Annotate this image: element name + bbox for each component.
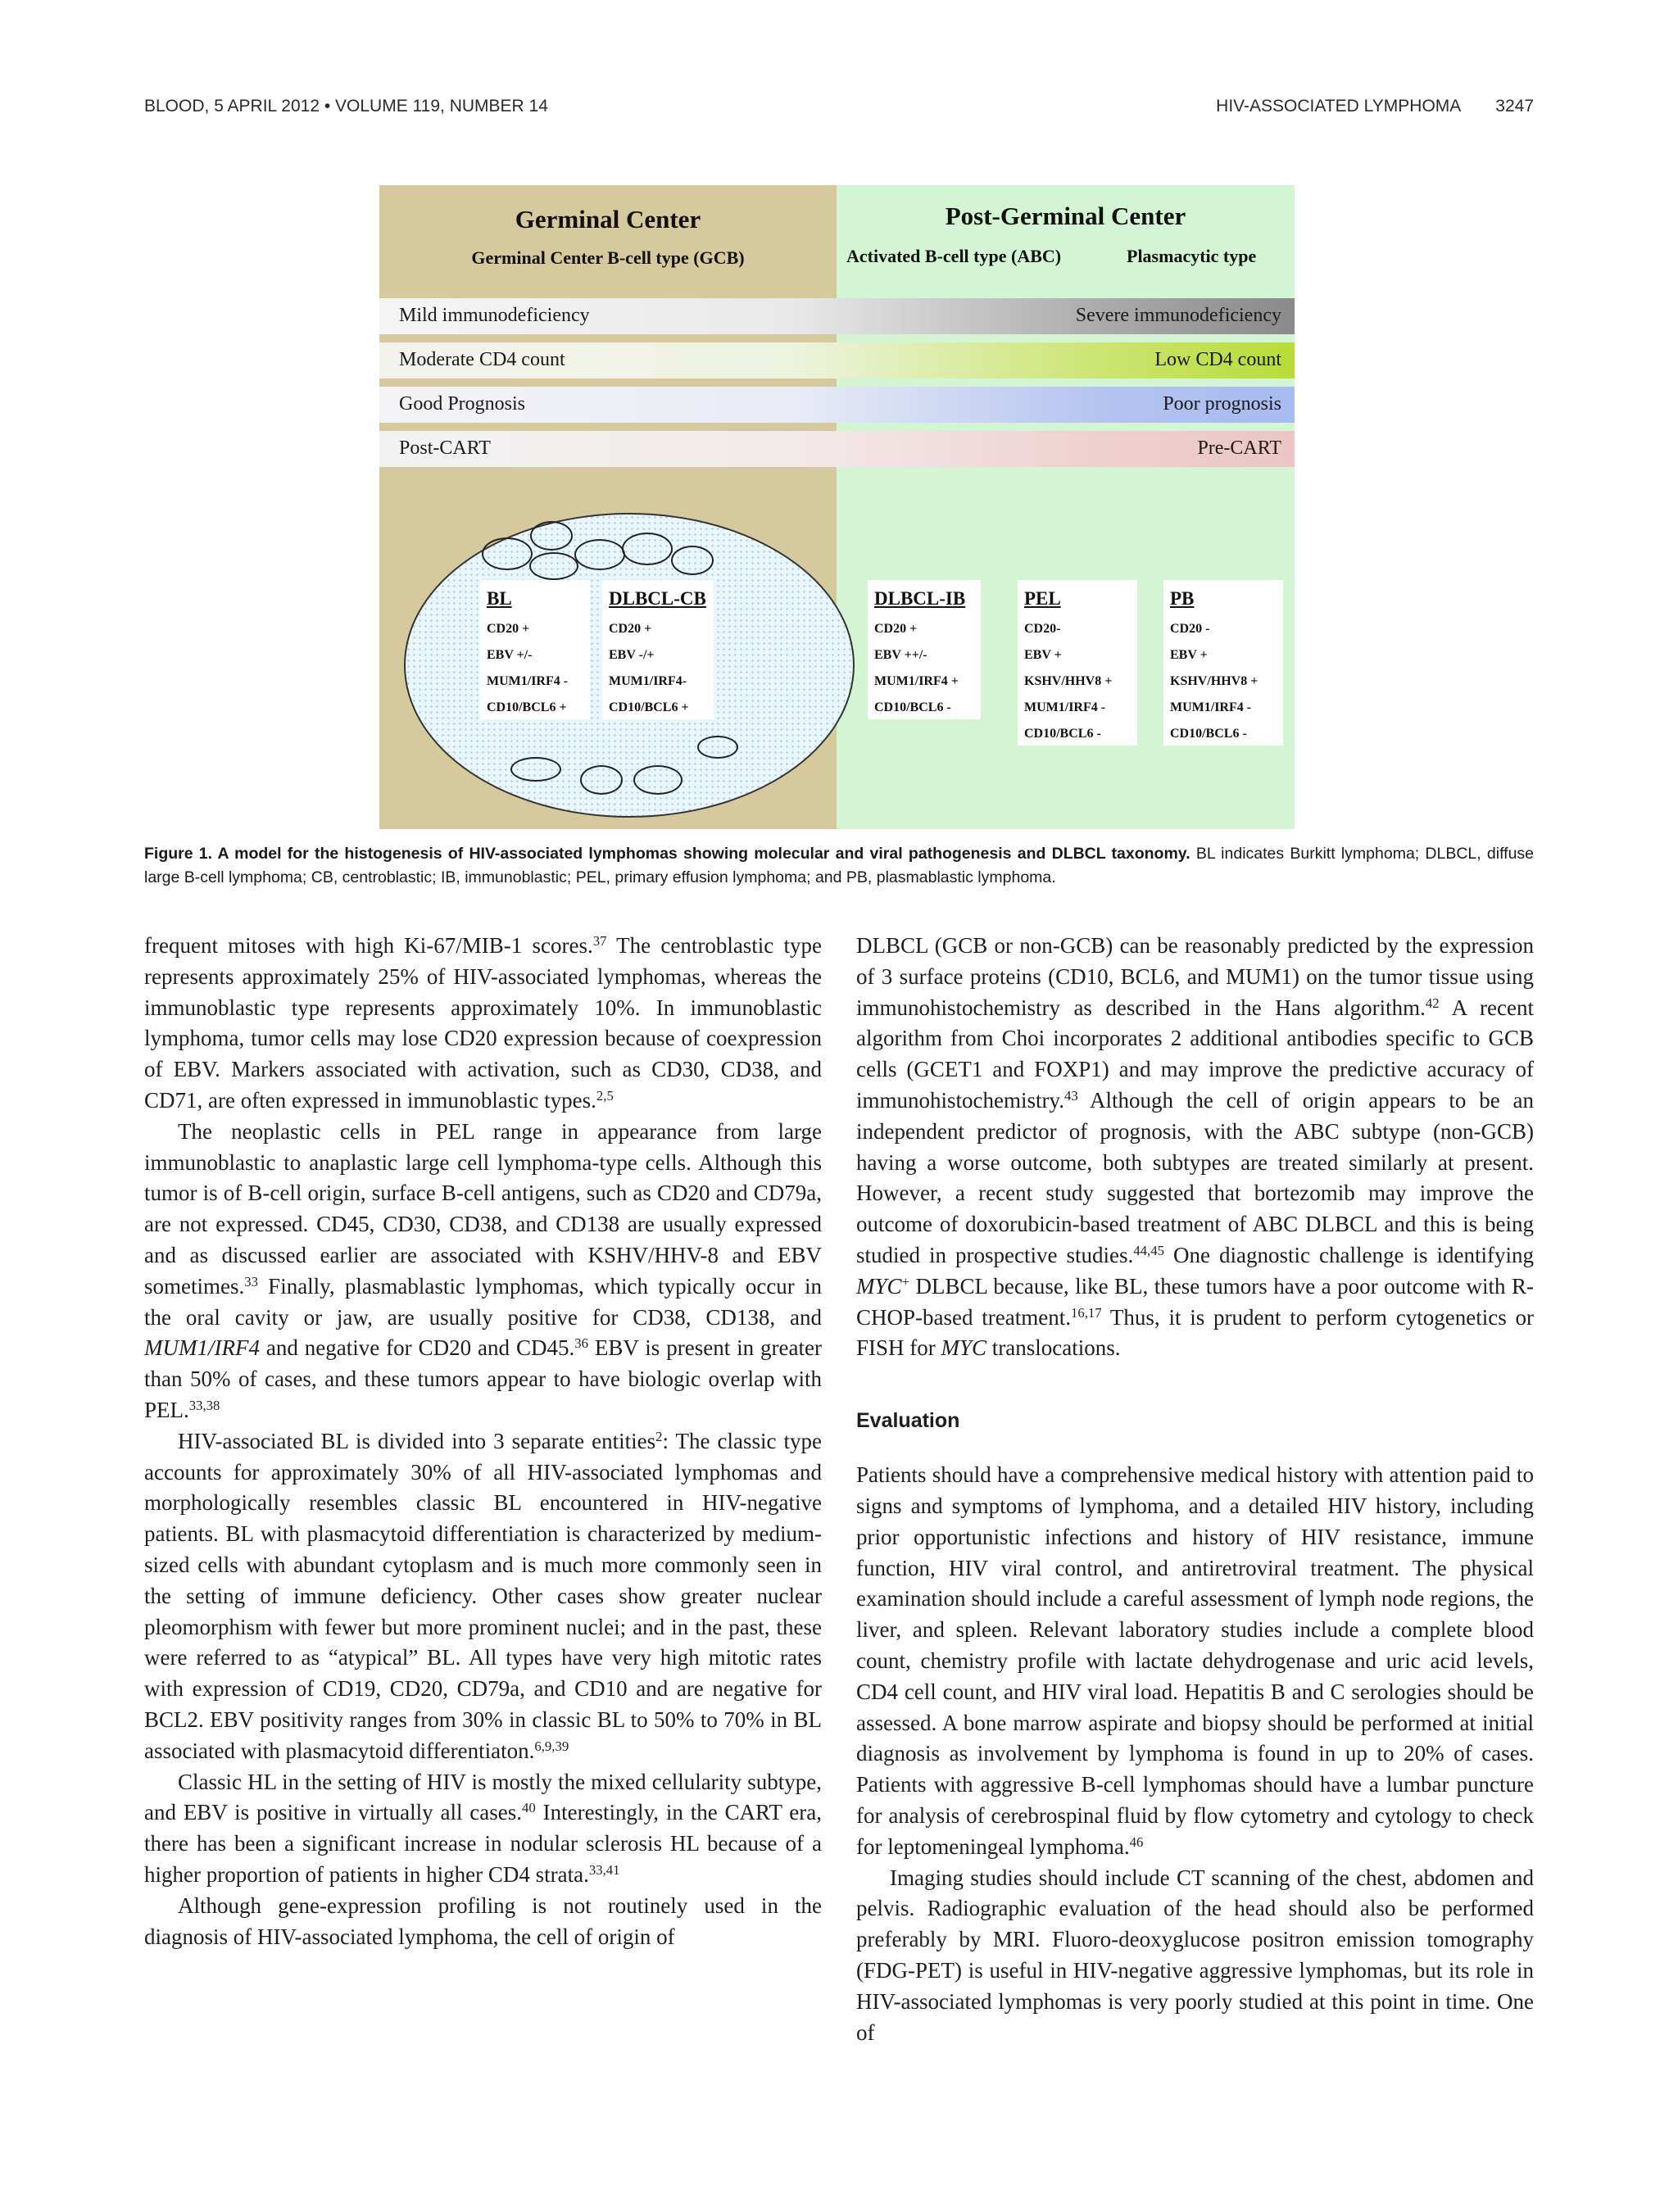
reference: 43 bbox=[1063, 1087, 1078, 1104]
reference: 2,5 bbox=[596, 1087, 614, 1104]
text-run: DLBCL because, like BL, these tumors have a poor outcome with R-CHOP-based treatment. bbox=[856, 1273, 1534, 1330]
text-run: and negative for CD20 and CD45. bbox=[259, 1335, 575, 1361]
caption-label: Figure 1. A model for the histogenesis of HIV-associated lymphomas showing molecular and viral pathogenesis and DLBCL taxonomy. bbox=[144, 845, 1190, 863]
marker-item: KSHV/HHV8 + bbox=[1024, 674, 1113, 688]
marker-item: CD10/BCL6 - bbox=[1170, 727, 1247, 741]
paragraph bbox=[144, 931, 822, 1117]
nucleus-shape bbox=[529, 552, 578, 580]
marker-item: EBV + bbox=[1024, 648, 1062, 662]
reference: 33,38 bbox=[188, 1397, 220, 1413]
text-run: translocations. bbox=[986, 1335, 1121, 1361]
reference: 16,17 bbox=[1070, 1304, 1102, 1321]
nucleus-shape bbox=[482, 537, 533, 570]
text-run: frequent mitoses with high Ki-67/MIB-1 scores. bbox=[144, 933, 593, 958]
germinal-center-title: Germinal Center bbox=[515, 205, 701, 233]
figure-caption bbox=[144, 842, 1534, 890]
pb-title: PB bbox=[1170, 588, 1195, 609]
gradient-right-label: Low CD4 count bbox=[1154, 349, 1281, 370]
marker-item: MUM1/IRF4 - bbox=[1170, 700, 1252, 714]
nucleus-shape bbox=[580, 765, 623, 795]
bl-marker-box bbox=[480, 580, 590, 719]
running-title: HIV-ASSOCIATED LYMPHOMA bbox=[1216, 97, 1462, 116]
gradient-prognosis bbox=[379, 387, 1295, 423]
running-header bbox=[144, 97, 1534, 125]
marker-item: CD10/BCL6 - bbox=[1024, 727, 1101, 741]
text-run: HIV-associated BL is divided into 3 separate entities bbox=[178, 1428, 656, 1453]
reference: 6,9,39 bbox=[534, 1738, 569, 1754]
section-heading: Evaluation bbox=[856, 1409, 960, 1433]
pb-marker-box bbox=[1163, 580, 1283, 746]
paragraph bbox=[144, 1117, 822, 1426]
reference: 42 bbox=[1425, 995, 1440, 1011]
marker-item: MUM1/IRF4 - bbox=[1024, 700, 1106, 714]
gradient-right-label: Pre-CART bbox=[1197, 437, 1281, 459]
paragraph bbox=[144, 1426, 822, 1767]
marker-item: MUM1/IRF4 - bbox=[487, 674, 569, 688]
reference: 37 bbox=[592, 932, 607, 949]
marker-item: CD10/BCL6 - bbox=[874, 700, 951, 714]
dlbcl-cb-marker-box bbox=[602, 580, 714, 719]
nucleus-shape bbox=[510, 757, 561, 782]
marker-item: CD20 - bbox=[1170, 622, 1210, 636]
marker-item: MUM1/IRF4- bbox=[609, 674, 687, 688]
text-run: The centroblastic type represents approximately 25% of HIV-associated lymphomas, whereas the immunoblastic type represents approximately 10%. In immunoblastic lymphoma, tumor cells may lose CD20 expression because of coexpression of EBV. Markers associated with activation, such as CD30, CD38, and CD71, are often expressed in immunoblastic types. bbox=[144, 933, 822, 1113]
paragraph bbox=[856, 1460, 1534, 1862]
gradient-left-label: Post-CART bbox=[399, 437, 491, 459]
text-run: Although gene-expression profiling is not routinely used in the diagnosis of HIV-associated lymphoma, the cell of origin of bbox=[144, 1892, 822, 1949]
marker-item: EBV +/- bbox=[487, 648, 533, 662]
text-run: EBV is present in greater than 50% of cases, and these tumors appear to have biologic overlap with PEL. bbox=[144, 1335, 822, 1422]
reference: 2 bbox=[655, 1428, 663, 1444]
marker-item: EBV ++/- bbox=[874, 648, 927, 662]
plasmacytic-subtitle: Plasmacytic type bbox=[1127, 246, 1257, 266]
text-run: Finally, plasmablastic lymphomas, which typically occur in the oral cavity or jaw, are usually positive for CD38, CD138, and bbox=[144, 1273, 822, 1330]
paragraph bbox=[856, 931, 1534, 1364]
dlbcl-cb-title: DLBCL-CB bbox=[609, 588, 706, 609]
marker-item: CD20 + bbox=[487, 622, 530, 636]
reference: 36 bbox=[574, 1335, 588, 1352]
paragraph bbox=[856, 1863, 1534, 2049]
right-column bbox=[856, 931, 1534, 2048]
text-run: Patients should have a comprehensive medical history with attention paid to signs and symptoms of lymphoma, and a detailed HIV history, including prior opportunistic infections and history of HIV resistance, immune function, HIV viral control, and antiretroviral treatment. The physical examination should include a careful assessment of lymph node regions, the liver, and spleen. Relevant laboratory studies include a complete blood count, chemistry profile with lactate dehydrogenase and uric acid levels, CD4 cell count, and HIV viral load. Hepatitis B and C serologies should be assessed. A bone marrow aspirate and biopsy should be performed at initial diagnosis as involvement by lymphoma is found in up to 20% of cases. Patients with aggressive B-cell lymphomas should have a lumbar puncture for analysis of cerebrospinal fluid by flow cytometry and cytology to check for leptomeningeal lymphoma. bbox=[856, 1462, 1534, 1859]
reference: 44,45 bbox=[1133, 1242, 1164, 1258]
paragraph bbox=[144, 1891, 822, 1953]
gene-name: MYC bbox=[941, 1335, 987, 1361]
gcb-subtitle: Germinal Center B-cell type (GCB) bbox=[471, 247, 745, 268]
gradient-immunodeficiency bbox=[379, 298, 1295, 334]
nucleus-shape bbox=[697, 736, 738, 759]
superscript: + bbox=[901, 1273, 909, 1290]
marker-item: CD10/BCL6 + bbox=[609, 700, 689, 714]
text-run: One diagnostic challenge is identifying bbox=[1163, 1242, 1534, 1267]
figure-1 bbox=[379, 185, 1295, 829]
nucleus-shape bbox=[671, 546, 714, 575]
marker-item: MUM1/IRF4 + bbox=[874, 674, 959, 688]
gradient-cd4-count bbox=[379, 342, 1295, 378]
marker-item: CD10/BCL6 + bbox=[487, 700, 567, 714]
marker-item: CD20 + bbox=[609, 622, 652, 636]
bl-title: BL bbox=[487, 588, 512, 609]
dlbcl-ib-marker-box bbox=[868, 580, 981, 719]
text-run: DLBCL (GCB or non-GCB) can be reasonably predicted by the expression of 3 surface proteins (CD10, BCL6, and MUM1) on the tumor tissue using immunohistochemistry as described in the Hans algorithm. bbox=[856, 933, 1534, 1020]
text-run: Thus, it is prudent to perform cytogenetics or FISH for bbox=[856, 1304, 1534, 1361]
marker-item: KSHV/HHV8 + bbox=[1170, 674, 1258, 688]
marker-item: CD20- bbox=[1024, 622, 1061, 636]
reference: 33 bbox=[244, 1273, 258, 1290]
text-run: Interestingly, in the CART era, there has been a significant increase in nodular sclerosis HL because of a higher proportion of patients in higher CD4 strata. bbox=[144, 1800, 822, 1887]
text-run: Although the cell of origin appears to be an independent predictor of prognosis, with the ABC subtype (non-GCB) having a worse outcome, both subtypes are treated similarly at present. However, a recent study suggested that bortezomib may improve the outcome of doxorubicin-based treatment of ABC DLBCL and this is being studied in prospective studies. bbox=[856, 1087, 1534, 1267]
marker-item: EBV + bbox=[1170, 648, 1208, 662]
gene-name: MUM1/IRF4 bbox=[144, 1335, 260, 1361]
gradient-left-label: Moderate CD4 count bbox=[399, 349, 565, 370]
pel-marker-box bbox=[1018, 580, 1137, 746]
gradient-right-label: Severe immunodeficiency bbox=[1075, 305, 1281, 326]
post-germinal-center-title: Post-Germinal Center bbox=[945, 202, 1186, 230]
page-number: 3247 bbox=[1495, 97, 1534, 116]
text-run: Classic HL in the setting of HIV is mostly the mixed cellularity subtype, and EBV is positive in virtually all cases. bbox=[144, 1769, 822, 1825]
section-title bbox=[1216, 97, 1534, 116]
reference: 46 bbox=[1129, 1834, 1144, 1850]
reference: 33,41 bbox=[588, 1861, 620, 1878]
nucleus-shape bbox=[633, 765, 683, 795]
nucleus-shape bbox=[574, 539, 625, 570]
paragraph bbox=[144, 1767, 822, 1891]
gradient-cart bbox=[379, 431, 1295, 467]
reference: 40 bbox=[522, 1800, 536, 1816]
gradient-left-label: Good Prognosis bbox=[399, 393, 526, 415]
journal-citation: BLOOD, 5 APRIL 2012 • VOLUME 119, NUMBER 14 bbox=[144, 97, 548, 116]
nucleus-shape bbox=[530, 521, 573, 551]
text-run: : The classic type accounts for approximately 30% of all HIV-associated lymphomas and morphologically resembles classic BL encountered in HIV-negative patients. BL with plasmacytoid differentiation is characterized by medium-sized cells with abundant cytoplasm and is much more commonly seen in the setting of immune deficiency. Other cases show greater nuclear pleomorphism with fewer but more prominent nuclei; and in the past, these were referred to as “atypical” BL. All types have very high mitotic rates with expression of CD19, CD20, CD79a, and CD10 and are negative for BCL2. EBV positivity ranges from 30% in classic BL to 50% to 70% in BL associated with plasmacytoid differentiaton. bbox=[144, 1428, 822, 1763]
text-run: A recent algorithm from Choi incorporates 2 additional antibodies specific to GCB cells (GCET1 and FOXP1) and may improve the predictive accuracy of immunohistochemistry. bbox=[856, 995, 1535, 1113]
abc-subtitle: Activated B-cell type (ABC) bbox=[846, 246, 1062, 266]
nucleus-shape bbox=[622, 533, 673, 565]
dlbcl-ib-title: DLBCL-IB bbox=[874, 588, 966, 609]
gradient-right-label: Poor prognosis bbox=[1163, 393, 1281, 415]
marker-item: EBV -/+ bbox=[609, 648, 655, 662]
gene-name: MYC bbox=[856, 1273, 902, 1299]
marker-item: CD20 + bbox=[874, 622, 918, 636]
caption-text: BL indicates Burkitt lymphoma; DLBCL, diffuse large B-cell lymphoma; CB, centroblastic; IB, immunoblastic; PEL, primary effusion lymphoma; and PB, plasmablastic lymphoma. bbox=[144, 845, 1535, 886]
gradient-left-label: Mild immunodeficiency bbox=[399, 305, 590, 326]
text-run: The neoplastic cells in PEL range in appearance from large immunoblastic to anaplastic large cell lymphoma-type cells. Although this tumor is of B-cell origin, surface B-cell antigens, such as CD20 and CD79a, are not expressed. CD45, CD30, CD38, and CD138 are usually expressed and as discussed earlier are associated with KSHV/HHV-8 and EBV sometimes. bbox=[144, 1118, 822, 1299]
text-run: Imaging studies should include CT scanning of the chest, abdomen and pelvis. Radiographic evaluation of the head should also be performed preferably by MRI. Fluoro-deoxyglucose positron emission tomography (FDG-PET) is useful in HIV-negative aggressive lymphomas, but its role in HIV-associated lymphomas is very poorly studied at this point in time. One of bbox=[856, 1865, 1534, 2045]
pel-title: PEL bbox=[1024, 588, 1061, 609]
left-column bbox=[144, 931, 822, 1952]
